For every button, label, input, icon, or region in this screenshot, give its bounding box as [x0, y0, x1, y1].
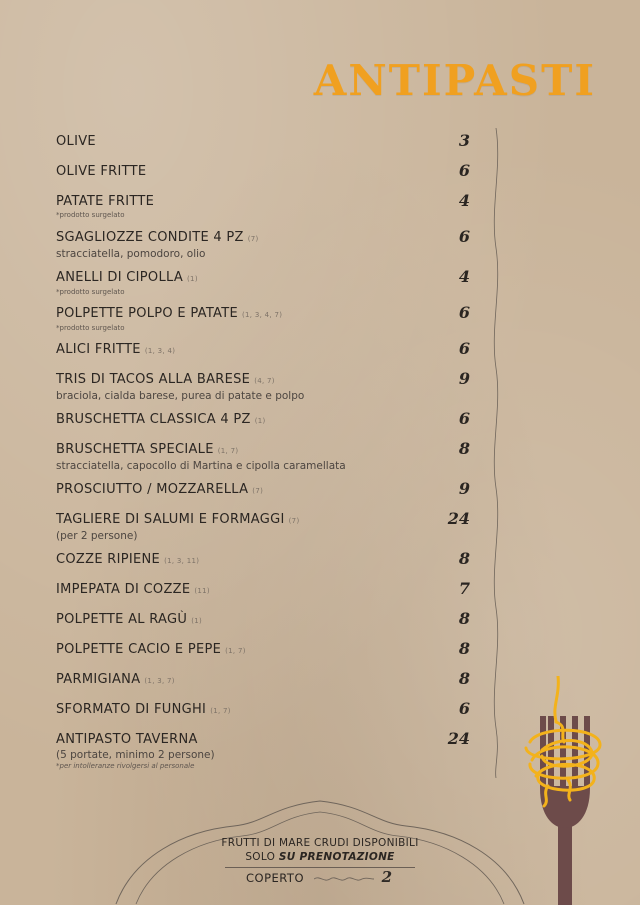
coperto-row	[246, 869, 396, 887]
menu-item	[56, 341, 470, 371]
item-name: COZZE RIPIENE	[56, 552, 161, 567]
item-allergens: (11)	[194, 587, 210, 595]
item-allergens: (1, 3, 7)	[144, 677, 175, 685]
item-price: 7	[458, 579, 470, 598]
item-description: stracciatella, capocollo di Martina e cipolla caramellata	[56, 460, 346, 472]
item-price: 6	[458, 161, 470, 180]
footer-line-2	[215, 850, 425, 864]
footer-line-1: FRUTTI DI MARE CRUDI DISPONIBILI	[221, 837, 419, 849]
item-allergens: (1, 3, 4, 7)	[242, 311, 283, 319]
item-price: 24	[447, 509, 470, 528]
item-name: TAGLIERE DI SALUMI E FORMAGGI	[56, 512, 285, 527]
item-price: 9	[458, 479, 470, 498]
item-name: POLPETTE POLPO E PATATE	[56, 306, 238, 321]
footer-line-2-prefix: SOLO	[245, 851, 279, 863]
item-price: 8	[458, 669, 470, 688]
item-price: 8	[458, 549, 470, 568]
item-allergens: (1, 3, 11)	[164, 557, 200, 565]
item-name: BRUSCHETTA CLASSICA 4 PZ	[56, 412, 251, 427]
item-name: POLPETTE AL RAGÙ	[56, 612, 188, 627]
item-name: BRUSCHETTA SPECIALE	[56, 442, 214, 457]
item-name: SGAGLIOZZE CONDITE 4 PZ	[56, 230, 244, 245]
item-price: 4	[458, 267, 470, 286]
item-description: (5 portate, minimo 2 persone)	[56, 749, 215, 761]
menu-list	[56, 133, 470, 781]
item-description: (per 2 persone)	[56, 530, 138, 542]
item-name: ANELLI DI CIPOLLA	[56, 270, 184, 285]
fork-with-spaghetti-icon	[508, 676, 620, 905]
item-name: SFORMATO DI FUNGHI	[56, 702, 207, 717]
item-allergens: (1)	[254, 417, 266, 425]
menu-item	[56, 229, 470, 269]
item-name: PARMIGIANA	[56, 672, 141, 687]
wavy-divider	[488, 128, 508, 778]
menu-item	[56, 641, 470, 671]
item-price: 4	[458, 191, 470, 210]
menu-item	[56, 551, 470, 581]
menu-item	[56, 269, 470, 305]
menu-item	[56, 581, 470, 611]
item-note: *prodotto surgelato	[56, 211, 125, 219]
item-allergens: (1, 3, 4)	[144, 347, 176, 355]
item-price: 8	[458, 639, 470, 658]
menu-item	[56, 511, 470, 551]
item-price: 8	[458, 439, 470, 458]
item-note: *per intolleranze rivolgersi al personale	[56, 762, 195, 770]
item-allergens: (1, 7)	[210, 707, 231, 715]
item-allergens: (1, 7)	[225, 647, 246, 655]
item-description: braciola, cialda barese, purea di patate e polpo	[56, 390, 305, 402]
footer-notice	[215, 836, 425, 870]
item-price: 6	[458, 339, 470, 358]
footer-line-2-emphasis: SU PRENOTAZIONE	[278, 851, 395, 863]
item-name: POLPETTE CACIO E PEPE	[56, 642, 222, 657]
item-name: OLIVE	[56, 134, 96, 149]
item-price: 6	[458, 699, 470, 718]
item-name: TRIS DI TACOS ALLA BARESE	[56, 372, 251, 387]
page-title: ANTIPASTI	[313, 56, 596, 105]
item-name: PROSCIUTTO / MOZZARELLA	[56, 482, 249, 497]
menu-item	[56, 731, 470, 781]
item-price: 6	[458, 303, 470, 322]
menu-item	[56, 163, 470, 193]
menu-item	[56, 371, 470, 411]
menu-item	[56, 701, 470, 731]
menu-item	[56, 441, 470, 481]
item-name: ALICI FRITTE	[56, 342, 141, 357]
item-name: IMPEPATA DI COZZE	[56, 582, 191, 597]
item-allergens: (1, 7)	[217, 447, 239, 455]
coperto-price: 2	[381, 868, 392, 886]
item-price: 24	[447, 729, 470, 748]
item-allergens: (7)	[252, 487, 264, 495]
item-price: 9	[458, 369, 470, 388]
item-allergens: (4, 7)	[254, 377, 275, 385]
item-name: PATATE FRITTE	[56, 194, 155, 209]
menu-item	[56, 481, 470, 511]
menu-item	[56, 411, 470, 441]
item-price: 6	[458, 409, 470, 428]
menu-item	[56, 133, 470, 163]
squiggle-divider	[314, 875, 374, 883]
item-allergens: (1)	[191, 617, 203, 625]
menu-item	[56, 611, 470, 641]
item-price: 3	[458, 131, 470, 150]
item-description: stracciatella, pomodoro, olio	[56, 248, 206, 260]
item-name: ANTIPASTO TAVERNA	[56, 732, 198, 747]
item-allergens: (7)	[288, 517, 300, 525]
coperto-label: COPERTO	[246, 871, 305, 885]
menu-item	[56, 671, 470, 701]
item-note: *prodotto surgelato	[56, 324, 125, 332]
item-allergens: (7)	[247, 235, 259, 243]
item-note: *prodotto surgelato	[56, 288, 125, 296]
menu-item	[56, 193, 470, 229]
item-price: 6	[458, 227, 470, 246]
item-allergens: (1)	[187, 275, 198, 283]
menu-item	[56, 305, 470, 341]
item-price: 8	[458, 609, 470, 628]
item-name: OLIVE FRITTE	[56, 164, 147, 179]
